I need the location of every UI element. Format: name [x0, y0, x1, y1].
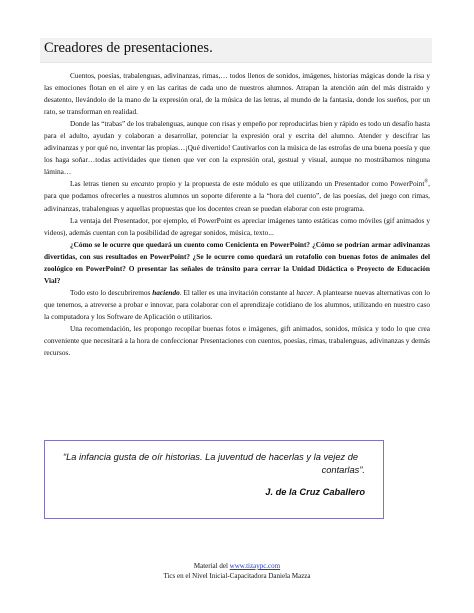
- quote-author: J. de la Cruz Caballero: [265, 487, 365, 498]
- quote-text: [63, 451, 365, 477]
- footer-line-1: Material del www.tizaypc.com: [193, 562, 281, 570]
- footer-line-2: Tics en el Nivel Inicial-Capacitadora Daniela Mazza: [163, 571, 311, 580]
- document-body: [44, 70, 430, 359]
- quote-line-2: contarlas”.: [321, 465, 365, 476]
- footer: [0, 562, 474, 581]
- paragraph-7: Una recomendación, les propongo recopilar buenas fotos e imágenes, gift animados, sonidos, música y todo lo que crea conveniente que necesitará a la hora de confeccionar Presentaciones con cuentos, poesías, rimas, trabalenguas, adivinanzas y demás recursos.: [44, 323, 430, 358]
- quote-box: [44, 440, 384, 519]
- quote-line-1: “La infancia gusta de oír historias. La juventud de hacerlas y la vejez de: [63, 452, 359, 462]
- page-title: Creadores de presentaciones.: [44, 40, 213, 56]
- paragraph-6: Todo esto lo descubriremos haciendo. El taller es una invitación constante al hacer. A plantearse nuevas alternativas con lo que tenemos, a atreverse a probar e innovar, para colaborar con el aprendizaje cotidiano de los alumnos, utilizando en nuestro caso la computadora y los Software de Aplicación o utilitarios.: [44, 287, 430, 321]
- paragraph-questions: ¿Cómo se le ocurre que quedará un cuento como Cenicienta en PowerPoint? ¿Cómo se podrían armar adivinanzas divertidas, con sus resultados en PowerPoint? ¿Se le ocurre como quedará un rotafolio con buenas fotos de animales del zoológico en PowerPoint? O presentar las señales de tránsito para cerrar la Unidad Didáctica o Proyecto de Educación Vial?: [44, 239, 430, 285]
- paragraph-3: Las letras tienen su encanto propio y la propuesta de este módulo es que utilizando un Presentador como PowerPoint®, para que podamos ofrecerles a nuestros alumnos un soporte diferente a la “hora del cuento”, de las poesías, del juego con rimas, adivinanzas, trabalenguas y aquellas propuestas que los docentes crean se puedan elaborar con este programa.: [44, 179, 430, 213]
- footer-link[interactable]: www.tizaypc.com: [229, 562, 281, 570]
- paragraph-1: Cuentos, poesías, trabalenguas, adivinanzas, rimas,… todos llenos de sonidos, imágenes, historias mágicas donde la risa y las emociones flotan en el aire y en las caritas de cada uno de nuestros alumnos. Atrapan la atención aún del más distraído y desatento, llevándolo de la mano de la expresión oral, de la música de las letras, al mundo de la fantasía, donde los sueños, por un rato, se transforman en realidad.: [44, 71, 430, 117]
- paragraph-4: La ventaja del Presentador, por ejemplo, el PowerPoint es apreciar imágenes tanto estáticas como móviles (gif animados y videos), además cuentan con la posibilidad de agregar sonidos, música, texto...: [44, 215, 430, 237]
- paragraph-2: Donde las “trabas” de los trabalenguas, aunque con risas y empeño por reproducirlas bien y rápido es todo un desafío hasta para el adulto, ayudan y colaboran a desarrollar, potenciar la expresión oral y escrita del alumno. Atender y descifrar las adivinanzas y por qué no, inventar las propias…¡Qué divertido! Cautivarlos con la música de las estrofas de una buena poesía y que los haga soñar…todas actividades que tienen que ver con la expresión oral, gestual y visual, aunque no mostrábamos ninguna lámina…: [44, 119, 430, 177]
